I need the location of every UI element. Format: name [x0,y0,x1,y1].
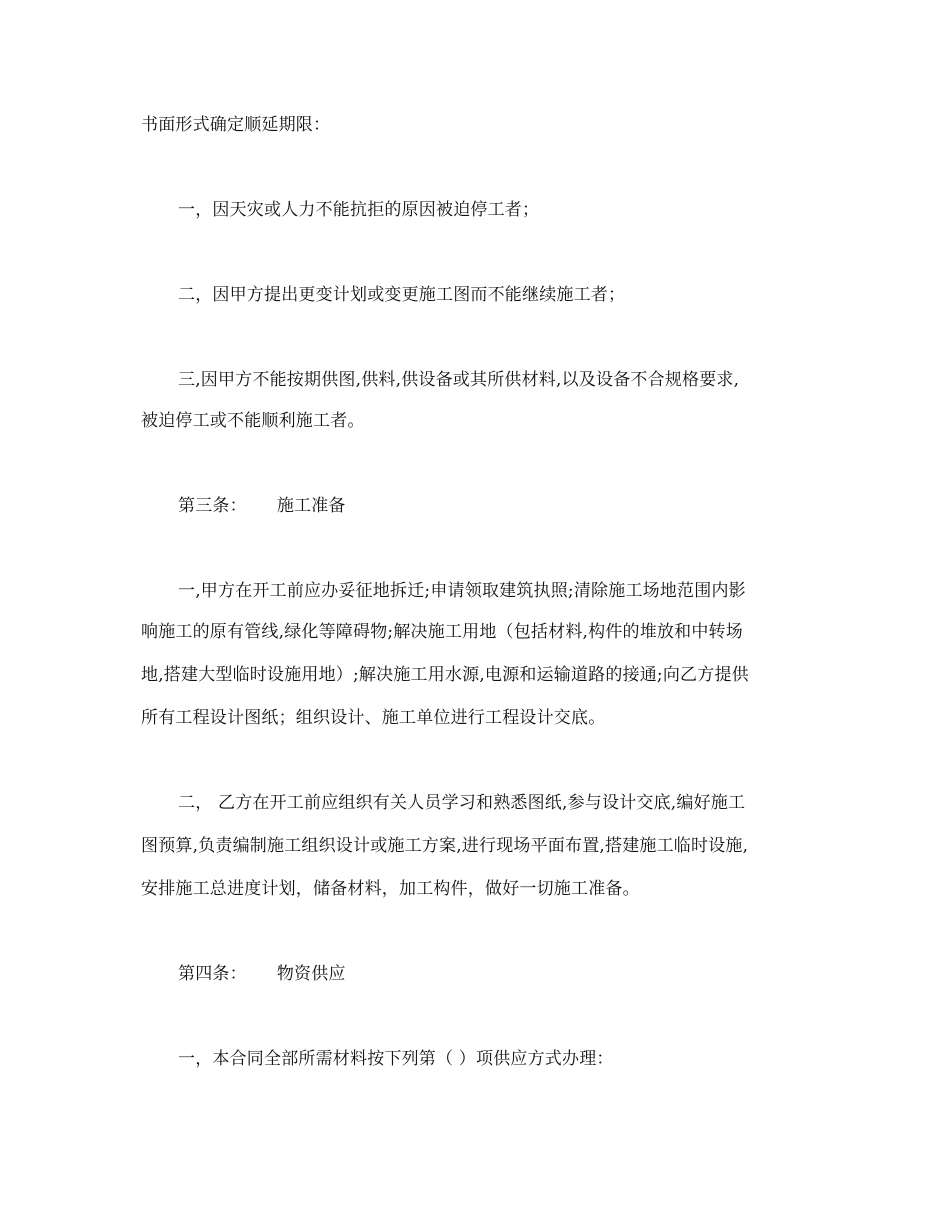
paragraph-line: 被迫停工或不能顺利施工者。 [141,411,365,431]
paragraph-line: 二，因甲方提出更变计划或变更施工图而不能继续施工者； [178,285,626,305]
paragraph-line: 三,因甲方不能按期供图,供料,供设备或其所供材料,以及设备不合规格要求, [178,370,740,390]
paragraph-line: 书面形式确定顺延期限： [141,115,331,135]
paragraph-line: 二， 乙方在开工前应组织有关人员学习和熟悉图纸,参与设计交底,编好施工 [178,793,746,813]
paragraph-line: 安排施工总进度计划，储备材料，加工构件，做好一切施工准备。 [141,879,640,899]
paragraph-line: 响施工的原有管线,绿化等障碍物;解决施工用地（包括材料,构件的堆放和中转场 [141,622,743,642]
article-4-label: 第四条： [178,964,247,984]
article-3-title: 施工准备 [276,496,346,516]
paragraph-line: 所有工程设计图纸；组织设计、施工单位进行工程设计交底。 [141,708,606,728]
paragraph-line: 地,搭建大型临时设施用地）;解决施工用水源,电源和运输道路的接通;向乙方提供 [141,665,749,685]
paragraph-line: 一，因天灾或人力不能抗拒的原因被迫停工者； [178,200,540,220]
paragraph-line: 一，本合同全部所需材料按下列第（ ）项供应方式办理： [178,1049,614,1069]
article-4-title: 物资供应 [276,964,346,984]
paragraph-line: 一,甲方在开工前应办妥征地拆迁;申请领取建筑执照;清除施工场地范围内影 [178,581,746,601]
section-heading [178,495,878,517]
article-3-label: 第三条： [178,496,247,516]
paragraph-line: 图预算,负责编制施工组织设计或施工方案,进行现场平面布置,搭建施工临时设施, [141,836,749,856]
section-heading [178,963,878,985]
